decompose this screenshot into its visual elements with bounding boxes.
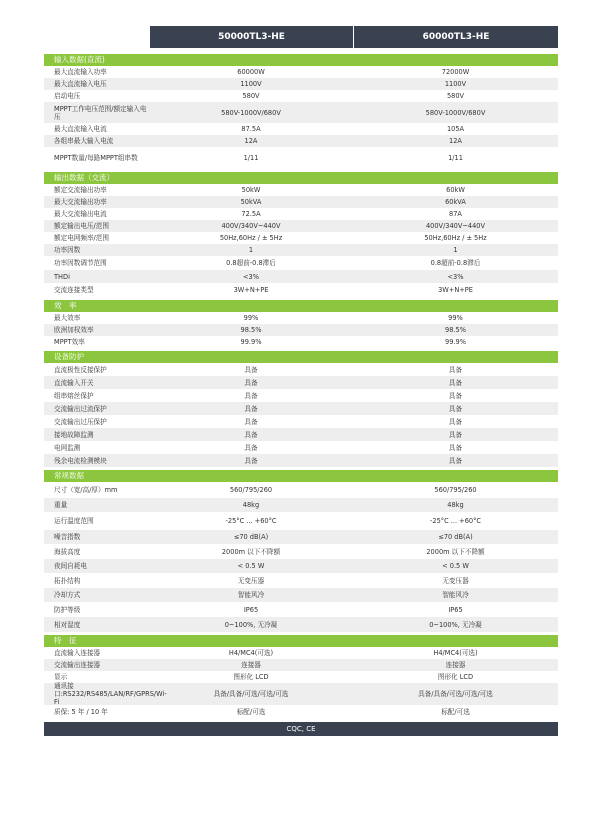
- spec-label: 最大直流输入功率: [54, 68, 107, 76]
- spec-value-model-1: 智能风冷: [237, 591, 265, 599]
- spec-label: MPPT工作电压范围/额定输入电压: [54, 104, 147, 121]
- spec-label: 各组串最大输入电流: [54, 137, 114, 145]
- spec-label: MPPT效率: [54, 338, 85, 346]
- spec-value-model-2: 具备: [448, 430, 463, 439]
- spec-value-model-1: 98.5%: [240, 326, 262, 334]
- spec-value-model-1: 50kVA: [240, 198, 262, 206]
- spec-label: 额定交流输出功率: [54, 186, 107, 194]
- spec-row: [44, 573, 558, 588]
- spec-row: [44, 208, 558, 220]
- spec-row: [44, 184, 558, 196]
- section-body: [44, 363, 558, 467]
- spec-value-model-1: 99.9%: [240, 338, 262, 346]
- spec-label: 启动电压: [54, 92, 81, 100]
- spec-value-model-2: 560/795/260: [434, 486, 477, 494]
- spec-value-model-1: 48kg: [242, 501, 260, 509]
- spec-value-model-2: ≤70 dB(A): [438, 533, 473, 541]
- spec-value-model-2: 580V-1000V/680V: [425, 108, 486, 117]
- spec-value-model-2: 1100V: [444, 80, 467, 88]
- spec-value-model-2: 连接器: [445, 661, 466, 669]
- spec-value-model-2: 580V: [446, 92, 465, 100]
- table-header: [44, 26, 558, 48]
- spec-value-model-1: 12A: [244, 137, 258, 145]
- spec-value-model-2: 72000W: [441, 68, 470, 76]
- spec-value-model-2: 48kg: [447, 501, 464, 509]
- spec-value-model-2: -25°C ... +60°C: [430, 517, 481, 525]
- spec-value-model-2: 标配/可选: [441, 707, 470, 716]
- spec-value-model-2: 智能风冷: [442, 591, 469, 599]
- model-header-1: 50000TL3-HE: [150, 26, 353, 48]
- spec-label: 额定电网频率/范围: [54, 234, 109, 242]
- spec-label: 最大交流输出电流: [54, 210, 107, 218]
- spec-row: [44, 283, 558, 297]
- spec-value-model-2: 12A: [449, 137, 462, 145]
- spec-value-model-2: 105A: [446, 125, 465, 133]
- spec-value-model-1: 具备: [244, 443, 258, 452]
- spec-value-model-2: 具备: [448, 365, 463, 374]
- spec-value-model-1: 1/11: [243, 154, 259, 162]
- spec-row: [44, 588, 558, 602]
- spec-label: 组串熔丝保护: [54, 391, 94, 400]
- spec-label: 冷却方式: [54, 591, 81, 599]
- spec-label: THDi: [54, 272, 70, 281]
- spec-value-model-2: 400V/340V~440V: [425, 222, 486, 230]
- spec-row: [44, 683, 558, 705]
- spec-value-model-2: 无变压器: [442, 576, 469, 585]
- spec-value-model-1: 具备: [244, 365, 258, 374]
- spec-label: 电网监测: [54, 443, 81, 452]
- spec-label: 显示: [54, 673, 68, 681]
- spec-value-model-2: 2000m 以下不降额: [426, 547, 485, 556]
- spec-label: 通讯接口:RS232/RS485/LAN/RF/GPRS/Wi-Fi: [54, 682, 167, 706]
- certification-footer: CQC, CE: [44, 722, 558, 736]
- spec-value-model-2: 0~100%, 无冷凝: [429, 620, 482, 629]
- spec-value-model-2: 具备: [448, 456, 463, 465]
- spec-row: [44, 66, 558, 78]
- spec-label: 直流极性反接保护: [54, 365, 107, 374]
- spec-row: [44, 336, 558, 348]
- spec-row: [44, 617, 558, 632]
- spec-value-model-2: 99%: [448, 314, 463, 322]
- spec-row: [44, 220, 558, 232]
- spec-label: 最大效率: [54, 314, 81, 322]
- spec-row: [44, 256, 558, 270]
- spec-value-model-2: 具备: [448, 391, 463, 400]
- spec-row: [44, 90, 558, 102]
- spec-label: 噪音指数: [54, 533, 81, 541]
- spec-row: [44, 530, 558, 544]
- spec-value-model-1: H4/MC4(可选): [228, 649, 274, 657]
- spec-value-model-2: 具备: [448, 443, 463, 452]
- spec-value-model-2: 50Hz,60Hz / ± 5Hz: [424, 234, 487, 242]
- section-body: [44, 482, 558, 632]
- section-title: 输出数据（交流）: [44, 172, 558, 184]
- spec-value-model-1: 400V/340V~440V: [221, 222, 281, 230]
- section-body: [44, 647, 558, 718]
- spec-value-model-1: -25°C ... +60°C: [225, 517, 277, 525]
- spec-value-model-1: 具备: [244, 430, 258, 439]
- spec-value-model-2: 1/11: [448, 154, 463, 162]
- section-body: [44, 66, 558, 169]
- spec-label: 重量: [54, 501, 68, 509]
- spec-row: [44, 244, 558, 256]
- spec-label: MPPT数量/每路MPPT组串数: [54, 154, 138, 162]
- spec-value-model-2: 60kW: [446, 186, 465, 194]
- spec-value-model-1: 87.5A: [241, 125, 261, 133]
- spec-row: [44, 512, 558, 530]
- section-title: 输入数据(直流): [44, 54, 558, 66]
- spec-value-model-2: 具备: [448, 404, 463, 413]
- spec-value-model-1: 2000m 以下不降额: [221, 547, 281, 556]
- spec-value-model-2: 60kVA: [445, 198, 466, 206]
- spec-label: 最大直流输入电流: [54, 125, 107, 133]
- spec-value-model-1: 60000W: [237, 68, 265, 76]
- spec-value-model-1: 0.8超前-0.8滞后: [226, 259, 276, 267]
- section-title: 设备防护: [44, 351, 558, 363]
- spec-row: [44, 270, 558, 283]
- spec-row: [44, 402, 558, 415]
- spec-value-model-2: IP65: [448, 605, 463, 614]
- spec-value-model-1: IP65: [243, 605, 259, 614]
- spec-value-model-1: 72.5A: [241, 210, 261, 218]
- spec-row: [44, 123, 558, 135]
- spec-value-model-1: 3W+N+PE: [233, 286, 269, 294]
- spec-row: [44, 376, 558, 389]
- spec-value-model-2: 0.8超前-0.8滞后: [430, 259, 481, 267]
- model-header-2: 60000TL3-HE: [354, 26, 558, 48]
- spec-label: 海拔高度: [54, 547, 81, 556]
- spec-row: [44, 441, 558, 454]
- spec-value-model-2: 87A: [449, 210, 462, 218]
- spec-value-model-1: ≤70 dB(A): [233, 533, 269, 541]
- spec-row: [44, 78, 558, 90]
- spec-label: 额定输出电压/范围: [54, 222, 109, 230]
- spec-row: [44, 147, 558, 169]
- header-blank: [44, 26, 149, 48]
- spec-value-model-2: < 0.5 W: [442, 562, 469, 570]
- spec-value-model-1: 580V-1000V/680V: [221, 108, 281, 117]
- section-body: [44, 312, 558, 348]
- spec-row: [44, 135, 558, 147]
- spec-value-model-1: 连接器: [241, 661, 261, 669]
- spec-value-model-1: 具备: [244, 404, 258, 413]
- spec-label: 相对湿度: [54, 620, 81, 629]
- spec-value-model-2: 具备: [448, 378, 463, 387]
- spec-row: [44, 498, 558, 512]
- spec-label: 功率因数: [54, 246, 81, 254]
- spec-row: [44, 324, 558, 336]
- spec-row: [44, 659, 558, 671]
- spec-row: [44, 102, 558, 123]
- section-title: 效 率: [44, 300, 558, 312]
- spec-row: [44, 389, 558, 402]
- spec-value-model-1: 50Hz,60Hz / ± 5Hz: [219, 234, 283, 242]
- spec-value-model-1: 无变压器: [237, 576, 265, 585]
- spec-row: [44, 602, 558, 617]
- spec-row: [44, 544, 558, 559]
- spec-label: 残余电流检测模块: [54, 456, 107, 465]
- spec-row: [44, 232, 558, 244]
- spec-row: [44, 482, 558, 498]
- section-title: 特 征: [44, 635, 558, 647]
- spec-row: [44, 705, 558, 718]
- spec-value-model-2: <3%: [447, 272, 464, 281]
- spec-sheet: [44, 26, 558, 736]
- spec-value-model-1: 具备: [244, 378, 258, 387]
- spec-sections: [44, 54, 558, 718]
- spec-row: [44, 559, 558, 573]
- spec-value-model-1: <3%: [243, 272, 259, 281]
- spec-value-model-1: 具备: [244, 417, 258, 426]
- spec-label: 功率因数调节范围: [54, 259, 107, 267]
- spec-value-model-1: 标配/可选: [236, 707, 266, 716]
- spec-label: 最大交流输出功率: [54, 198, 107, 206]
- section-title: 常规数据: [44, 470, 558, 482]
- spec-row: [44, 196, 558, 208]
- spec-value-model-2: 具备: [448, 417, 463, 426]
- spec-value-model-2: 1: [453, 246, 458, 254]
- spec-label: 交流输出过压保护: [54, 417, 107, 426]
- spec-value-model-1: 1: [248, 246, 254, 254]
- spec-value-model-1: 560/795/260: [229, 486, 273, 494]
- spec-label: 拓扑结构: [54, 576, 81, 585]
- spec-label: 直流输入开关: [54, 378, 94, 387]
- spec-value-model-1: 图形化 LCD: [233, 673, 269, 681]
- spec-value-model-1: 1100V: [240, 80, 262, 88]
- spec-value-model-2: 98.5%: [445, 326, 466, 334]
- spec-label: 交流输出连接器: [54, 661, 101, 669]
- spec-row: [44, 312, 558, 324]
- spec-row: [44, 647, 558, 659]
- spec-value-model-2: 99.9%: [445, 338, 466, 346]
- section-body: [44, 184, 558, 297]
- spec-label: 尺寸（宽/高/厚）mm: [54, 486, 118, 494]
- spec-label: 质保: 5 年 / 10 年: [54, 707, 108, 716]
- spec-label: 夜间自耗电: [54, 562, 87, 570]
- spec-row: [44, 428, 558, 441]
- spec-row: [44, 415, 558, 428]
- spec-value-model-1: 具备/具备/可选/可选/可选: [213, 690, 289, 698]
- spec-label: 接地故障监测: [54, 430, 94, 439]
- spec-row: [44, 454, 558, 467]
- spec-value-model-2: 具备/具备/可选/可选/可选: [418, 690, 493, 698]
- spec-value-model-1: 580V: [242, 92, 260, 100]
- spec-row: [44, 363, 558, 376]
- spec-label: 交流连接类型: [54, 286, 94, 294]
- spec-label: 运行温度范围: [54, 517, 94, 525]
- spec-value-model-1: 具备: [244, 456, 258, 465]
- spec-value-model-1: 50kW: [241, 186, 261, 194]
- spec-value-model-1: 0~100%, 无冷凝: [224, 620, 278, 629]
- spec-value-model-1: 具备: [244, 391, 258, 400]
- spec-label: 欧洲加权效率: [54, 326, 94, 334]
- spec-label: 交流输出过流保护: [54, 404, 107, 413]
- spec-value-model-2: 图形化 LCD: [437, 673, 474, 681]
- spec-label: 最大直流输入电压: [54, 80, 107, 88]
- spec-value-model-1: 99%: [243, 314, 259, 322]
- spec-value-model-1: < 0.5 W: [237, 562, 265, 570]
- spec-value-model-2: 3W+N+PE: [438, 286, 473, 294]
- spec-label: 防护等级: [54, 605, 81, 614]
- spec-label: 直流输入连接器: [54, 649, 101, 657]
- spec-value-model-2: H4/MC4(可选): [433, 649, 478, 657]
